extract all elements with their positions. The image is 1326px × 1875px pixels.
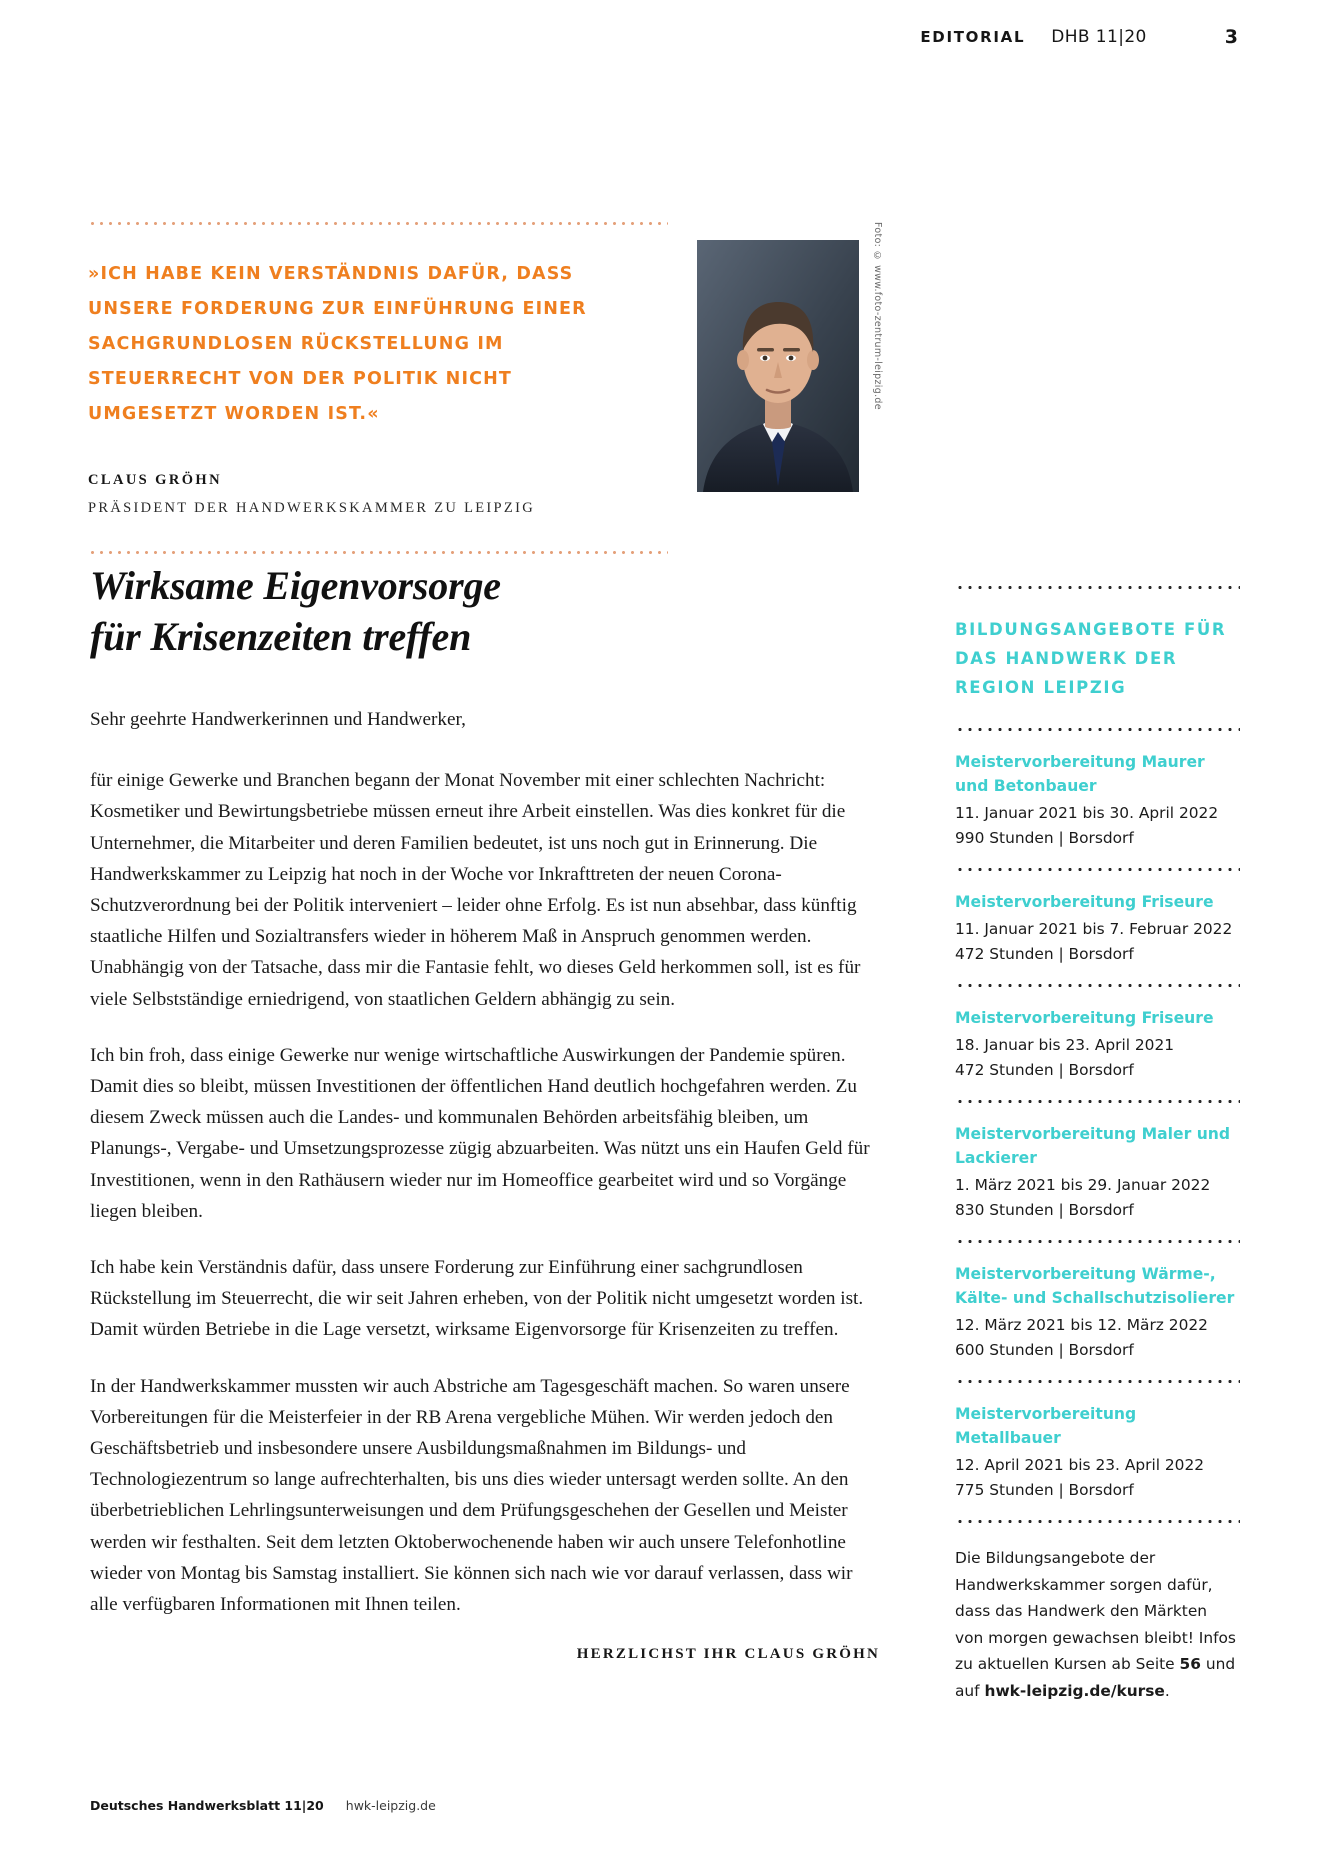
sidebar-rule: [955, 1380, 1240, 1383]
course-name: Meistervorbereitung Maurer und Betonbauer: [955, 753, 1205, 795]
course-item[interactable]: [955, 1006, 1240, 1082]
course-name: Meistervorbereitung Metallbauer: [955, 1405, 1137, 1447]
course-name: Meistervorbereitung Maler und Lackierer: [955, 1125, 1231, 1167]
course-dates: 11. Januar 2021 bis 7. Februar 2022: [955, 920, 1233, 938]
article-signoff: HERZLICHST IHR CLAUS GRÖHN: [576, 1646, 880, 1663]
page-footer: [90, 1798, 436, 1813]
pull-quote-text: »ICH HABE KEIN VERSTÄNDNIS DAFÜR, DASS UNSERE FORDERUNG ZUR EINFÜHRUNG EINER SACHGRUNDLOSEN RÜCKSTELLUNG IM STEUERRECHT VON DER POLITIK NICHT UMGESETZT WORDEN IST.«: [88, 264, 587, 424]
course-item[interactable]: [955, 1262, 1240, 1362]
sidebar-rule: [955, 1100, 1240, 1103]
article-column: [90, 560, 880, 1663]
headline-line-1: Wirksame Eigenvorsorge: [90, 563, 501, 608]
course-name: Meistervorbereitung Friseure: [955, 893, 1214, 911]
sidebar-note-text: Die Bildungsangebote der Handwerkskammer sorgen dafür, dass das Handwerk den Märkten von morgen gewachsen bleibt! Infos zu aktuellen Kursen ab Seite: [955, 1549, 1236, 1673]
page-number: 3: [1224, 26, 1238, 48]
article-paragraph: Ich bin froh, dass einige Gewerke nur wenige wirtschaftliche Auswirkungen der Pandemie spüren. Damit dies so bleibt, müssen Investitionen der öffentlichen Hand deutlich hochgefahren werden. Zu diesem Zweck müssen auch die Landes- und kommunalen Behörden arbeitsfähig bleiben, um Planungs-, Vergabe- und Umsetzungsprozesse zügig abzuarbeiten. Was nützt uns ein Haufen Geld für Investitionen, wenn in den Rathäusern wieder nur im Homeoffice gearbeitet wird und so Vorgänge liegen bleiben.: [90, 1044, 870, 1222]
course-dates: 18. Januar bis 23. April 2021: [955, 1036, 1175, 1054]
course-item[interactable]: [955, 750, 1240, 850]
course-hours: 775 Stunden | Borsdorf: [955, 1480, 1134, 1499]
sidebar-note-text-2: und auf: [955, 1655, 1236, 1700]
sidebar-rule: [955, 1240, 1240, 1243]
course-hours: 472 Stunden | Borsdorf: [955, 1060, 1134, 1079]
course-item[interactable]: [955, 1402, 1240, 1502]
footer-publication: Deutsches Handwerksblatt 11|20: [90, 1798, 324, 1813]
course-hours: 990 Stunden | Borsdorf: [955, 828, 1134, 847]
sidebar-rule: [955, 868, 1240, 871]
photo-credit: Foto: © www.foto-zentrum-leipzig.de: [872, 222, 883, 410]
quote-author-role: PRÄSIDENT DER HANDWERKSKAMMER ZU LEIPZIG: [88, 500, 535, 516]
course-hours: 600 Stunden | Borsdorf: [955, 1340, 1134, 1359]
running-head: [88, 20, 1238, 54]
runhead-section-label: EDITORIAL: [920, 28, 1026, 46]
article-salutation: Sehr geehrte Handwerkerinnen und Handwerker,: [90, 709, 466, 730]
sidebar-note-url[interactable]: hwk-leipzig.de/kurse: [984, 1681, 1165, 1700]
article-paragraph: Ich habe kein Verständnis dafür, dass unsere Forderung zur Einführung einer sachgrundlosen Rückstellung im Steuerrecht, die wir seit Jahren erheben, von der Politik nicht umgesetzt worden ist. Damit würden Betriebe in die Lage versetzt, wirksame Eigenvorsorge für Krisenzeiten zu treffen.: [90, 1257, 864, 1341]
sidebar-title: BILDUNGSANGEBOTE FÜR DAS HANDWERK DER REGION LEIPZIG: [955, 620, 1227, 697]
article-paragraph: In der Handwerkskammer mussten wir auch Abstriche am Tagesgeschäft machen. So waren unsere Vorbereitungen für die Meisterfeier in der RB Arena vergebliche Mühen. Wir werden jedoch den Geschäftsbetrieb und insbesondere unsere Ausbildungsmaßnahmen im Bildungs- und Technologiezentrum so lange aufrechterhalten, bis uns dies wieder untersagt werden sollte. An den überbetrieblichen Lehrlingsunterweisungen und dem Prüfungsgeschehen der Gesellen und Meister werden wir festhalten. Seit dem letzten Oktoberwochenende haben wir auch unsere Telefonhotline wieder von Montag bis Samstag installiert. Sie können sich nach wie vor darauf verlassen, dass wir alle verfügbaren Informationen mit Ihnen teilen.: [90, 1375, 853, 1616]
sidebar-rule: [955, 728, 1240, 731]
course-dates: 1. März 2021 bis 29. Januar 2022: [955, 1176, 1211, 1194]
pull-quote-block: [88, 222, 668, 554]
headline-line-2: für Krisenzeiten treffen: [90, 614, 472, 659]
article-headline: [90, 560, 880, 662]
course-name: Meistervorbereitung Friseure: [955, 1009, 1214, 1027]
sidebar-rule: [955, 984, 1240, 987]
course-item[interactable]: [955, 1122, 1240, 1222]
portrait-photo: [697, 240, 859, 492]
course-dates: 12. März 2021 bis 12. März 2022: [955, 1316, 1208, 1334]
footer-url[interactable]: hwk-leipzig.de: [345, 1798, 436, 1813]
quote-top-rule: [88, 222, 668, 225]
course-hours: 472 Stunden | Borsdorf: [955, 944, 1134, 963]
sidebar-rule: [955, 1520, 1240, 1523]
course-item[interactable]: [955, 890, 1240, 966]
course-name: Meistervorbereitung Wärme-, Kälte- und Schallschutzisolierer: [955, 1265, 1235, 1307]
sidebar-note: [955, 1545, 1240, 1704]
course-hours: 830 Stunden | Borsdorf: [955, 1200, 1134, 1219]
article-paragraph: für einige Gewerke und Branchen begann der Monat November mit einer schlechten Nachricht: Kosmetiker und Bewirtungsbetriebe müssen erneut ihre Arbeit einstellen. Was dies konkret für die Unternehmer, die Mitarbeiter und deren Familien bedeutet, ist uns noch gut in Erinnerung. Die Handwerkskammer zu Leipzig hat noch in der Woche vor Inkrafttreten der neuen Corona-Schutzverordnung bei der Politik interveniert – leider ohne Erfolg. Es ist nun absehbar, dass künftig staatliche Hilfen und Sozialtransfers wieder in höherem Maß in Anspruch genommen werden. Unabhängig von der Tatsache, dass mir die Fantasie fehlt, wo dieses Geld herkommen soll, ist es für viele Selbstständige erniedrigend, von staatlichen Geldern abhängig zu sein.: [90, 770, 861, 1010]
portrait-illustration: [697, 240, 859, 492]
sidebar-top-rule: [955, 586, 1240, 589]
course-dates: 12. April 2021 bis 23. April 2022: [955, 1456, 1205, 1474]
runhead-issue-label: DHB 11|20: [1051, 27, 1147, 47]
quote-author-name: CLAUS GRÖHN: [88, 472, 222, 488]
sidebar-note-end: .: [1164, 1681, 1170, 1700]
quote-bottom-rule: [88, 551, 668, 554]
education-offers-sidebar: [955, 586, 1240, 1704]
course-dates: 11. Januar 2021 bis 30. April 2022: [955, 804, 1219, 822]
sidebar-note-page: 56: [1179, 1655, 1201, 1673]
